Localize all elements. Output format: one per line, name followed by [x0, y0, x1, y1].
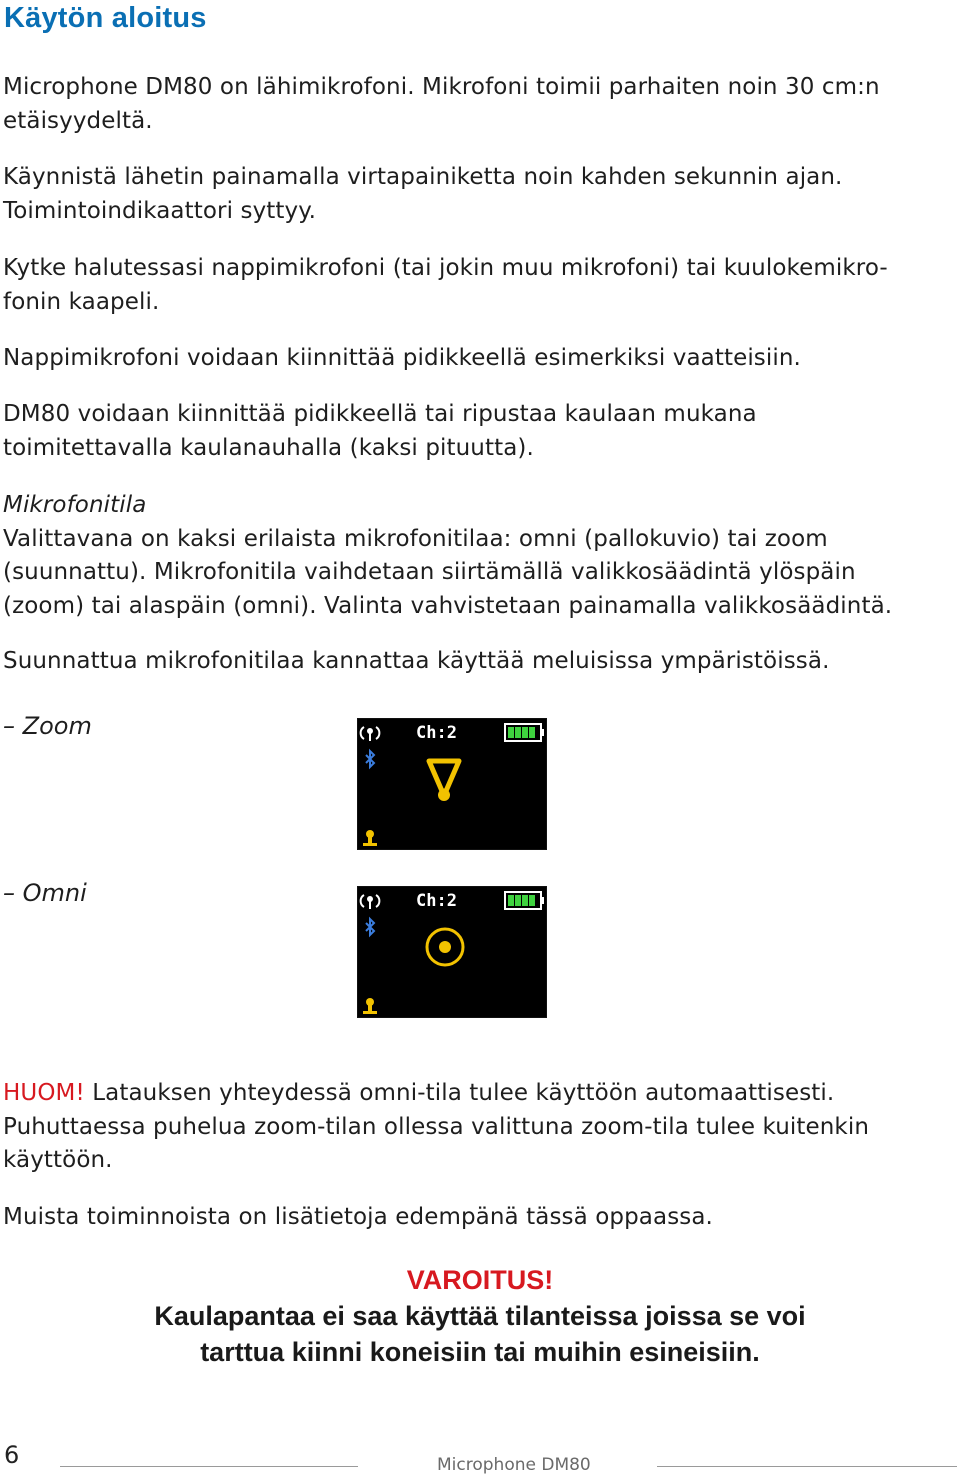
footer-product-name: Microphone DM80	[437, 1455, 591, 1475]
zoom-directional-icon	[429, 761, 459, 801]
bluetooth-icon	[366, 919, 374, 935]
text-line: Nappimikrofoni voidaan kiinnittää pidikkeellä esimerkiksi vaatteisiin.	[3, 345, 801, 371]
clip-paragraph	[3, 342, 953, 376]
microphone-icon	[363, 830, 377, 846]
channel-text: Ch:2	[416, 891, 457, 911]
zoom-mode-screen	[357, 718, 547, 850]
text-line: Microphone DM80 on lähimikrofoni. Mikrofoni toimii parhaiten noin 30 cm:n	[3, 74, 880, 100]
directional-tip-paragraph	[3, 645, 953, 679]
more-info-paragraph	[3, 1201, 953, 1235]
text-line: Puhuttaessa puhelua zoom-tilan ollessa valittuna zoom-tila tulee kuitenkin	[3, 1113, 870, 1140]
text-line: Valittavana on kaksi erilaista mikrofonitilaa: omni (pallokuvio) tai zoom	[3, 525, 828, 552]
warning-body	[0, 1298, 960, 1370]
text-line: fonin kaapeli.	[3, 288, 160, 315]
channel-text: Ch:2	[416, 723, 457, 743]
bluetooth-icon	[366, 751, 374, 767]
footer-divider-left	[60, 1466, 358, 1467]
battery-icon	[505, 724, 544, 741]
footer-divider-right	[657, 1466, 957, 1467]
section-heading: Mikrofonitila	[3, 492, 147, 518]
page-number: 6	[4, 1441, 20, 1469]
text-line: (zoom) tai alaspäin (omni). Valinta vahvistetaan painamalla valikkosäädintä.	[3, 592, 893, 619]
lanyard-paragraph	[3, 398, 953, 465]
zoom-mode-label: – Zoom	[3, 712, 92, 740]
warning-line: Kaulapantaa ei saa käyttää tilanteissa joissa se voi	[154, 1301, 806, 1331]
note-line	[3, 1077, 953, 1111]
text-line: Kytke halutessasi nappimikrofoni (tai jokin muu mikrofoni) tai kuulokemikro-	[3, 255, 888, 281]
antenna-icon	[361, 895, 380, 909]
text-line: DM80 voidaan kiinnittää pidikkeellä tai ripustaa kaulaan mukana	[3, 401, 757, 427]
omni-pattern-icon	[427, 929, 463, 965]
text-line: Toimintoindikaattori syttyy.	[3, 197, 317, 224]
antenna-icon	[361, 727, 380, 741]
text-line: käyttöön.	[3, 1147, 113, 1173]
text-line: Käynnistä lähetin painamalla virtapainiketta noin kahden sekunnin ajan.	[3, 164, 843, 190]
text-line: Muista toiminnoista on lisätietoja edempänä tässä oppaassa.	[3, 1204, 713, 1230]
mic-mode-section	[3, 489, 953, 623]
omni-screen-graphic	[358, 887, 546, 1017]
text-line: (suunnattu). Mikrofonitila vaihdetaan siirtämällä valikkosäädintä ylöspäin	[3, 559, 856, 585]
battery-icon	[505, 892, 544, 909]
text-line: toimitettavalla kaulanauhalla (kaksi pituutta).	[3, 434, 534, 461]
power-on-paragraph	[3, 161, 953, 228]
zoom-screen-graphic	[358, 719, 546, 849]
warning-title: VAROITUS!	[406, 1265, 554, 1295]
microphone-icon	[363, 998, 377, 1014]
omni-mode-screen	[357, 886, 547, 1018]
note-text: Latauksen yhteydessä omni-tila tulee käyttöön automaattisesti.	[84, 1080, 835, 1106]
omni-mode-label: – Omni	[3, 879, 87, 907]
intro-paragraph	[3, 71, 953, 138]
text-line: etäisyydeltä.	[3, 107, 153, 134]
text-line: Suunnattua mikrofonitilaa kannattaa käyttää meluisissa ympäristöissä.	[3, 648, 830, 674]
note-prefix: HUOM!	[3, 1080, 85, 1106]
page-title: Käytön aloitus	[4, 2, 207, 34]
warning-line: tarttua kiinni koneisiin tai muihin esineisiin.	[200, 1337, 760, 1367]
note-paragraph	[3, 1077, 953, 1178]
connect-paragraph	[3, 252, 953, 319]
